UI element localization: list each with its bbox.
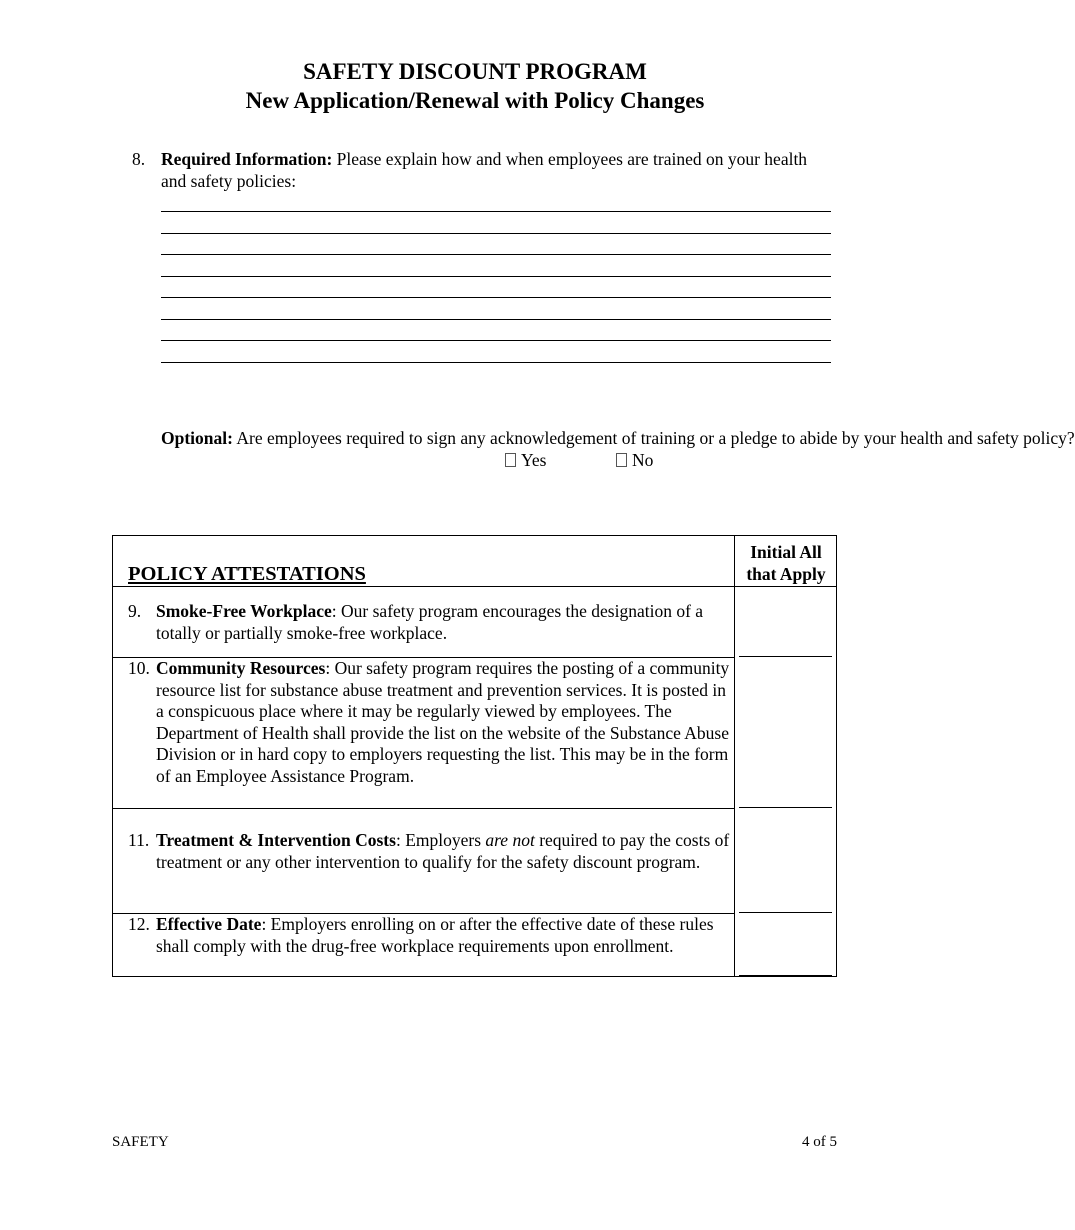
answer-line-1[interactable] — [161, 211, 831, 212]
answer-line-6[interactable] — [161, 319, 831, 320]
footer-left: SAFETY — [112, 1134, 169, 1150]
answer-line-5[interactable] — [161, 297, 831, 298]
optional-body: Are employees required to sign any acknowledgement of training or a pledge to abide by your health and safety policy? — [232, 428, 1075, 448]
row-body: : Our safety program requires the posting of a community resource list for substance abuse treatment and prevention services. It is posted in a conspicuous place where it may be regularly viewed by employees. The Department of Health shall provide the list on the website of the Substance Abuse Division or in hard copy to employers requesting the list. This may be in the form of an Employee Assistance Program. — [156, 658, 730, 786]
answer-line-2[interactable] — [161, 233, 831, 234]
optional-text — [161, 427, 1075, 449]
row-text — [156, 830, 731, 873]
answer-line-4[interactable] — [161, 276, 831, 277]
policy-attestations-table — [112, 535, 837, 977]
row-body: required to pay the costs of treatment or any other intervention to qualify for the safety discount program. — [156, 830, 730, 872]
initial-field-9[interactable] — [739, 656, 832, 657]
yes-label: Yes — [521, 450, 547, 470]
no-checkbox[interactable] — [616, 449, 653, 471]
row-text — [156, 601, 731, 644]
page-subtitle: New Application/Renewal with Policy Changes — [245, 88, 705, 113]
row-number: 9. — [128, 601, 142, 621]
attestations-heading: POLICY ATTESTATIONS — [128, 563, 366, 585]
row-number: 12. — [128, 914, 150, 934]
question-8-number: 8. — [132, 149, 146, 169]
row-text — [156, 658, 731, 787]
row-label: Smoke-Free Workplace — [156, 601, 332, 621]
yes-checkbox[interactable] — [505, 449, 546, 471]
optional-label: Optional: — [161, 428, 233, 448]
checkbox-icon — [616, 453, 627, 467]
row-body: : Employers — [395, 830, 486, 850]
no-label: No — [632, 450, 654, 470]
header-divider — [113, 586, 836, 587]
initial-field-10[interactable] — [739, 807, 832, 808]
question-8-body: Please explain how and when employees are trained on your health and safety policies: — [161, 149, 808, 191]
answer-line-8[interactable] — [161, 362, 831, 363]
row-text — [156, 914, 731, 957]
initial-field-11[interactable] — [739, 912, 832, 913]
row-number: 10. — [128, 658, 150, 678]
row-body: : Our safety program encourages the designation of a totally or partially smoke-free workplace. — [156, 601, 704, 643]
initial-field-12[interactable] — [739, 975, 832, 976]
question-8-text — [161, 148, 821, 192]
page-title: SAFETY DISCOUNT PROGRAM — [303, 59, 647, 84]
row-divider — [113, 808, 734, 809]
answer-line-7[interactable] — [161, 340, 831, 341]
row-label: Effective Date — [156, 914, 262, 934]
row-number: 11. — [128, 830, 150, 850]
optional-question — [161, 427, 1075, 470]
answer-line-3[interactable] — [161, 254, 831, 255]
row-body: : Employers enrolling on or after the effective date of these rules shall comply with the drug-free workplace requirements upon enrollment. — [156, 914, 714, 956]
column-divider — [734, 536, 735, 976]
question-8-label: Required Information: — [161, 149, 333, 169]
row-label: Community Resources — [156, 658, 326, 678]
row-emphasis: are not — [485, 830, 535, 850]
checkbox-icon — [505, 453, 516, 467]
page-number: 4 of 5 — [802, 1134, 837, 1150]
initial-column-header: Initial All that Apply — [746, 542, 826, 584]
row-label: Treatment & Intervention Costs — [156, 830, 396, 850]
